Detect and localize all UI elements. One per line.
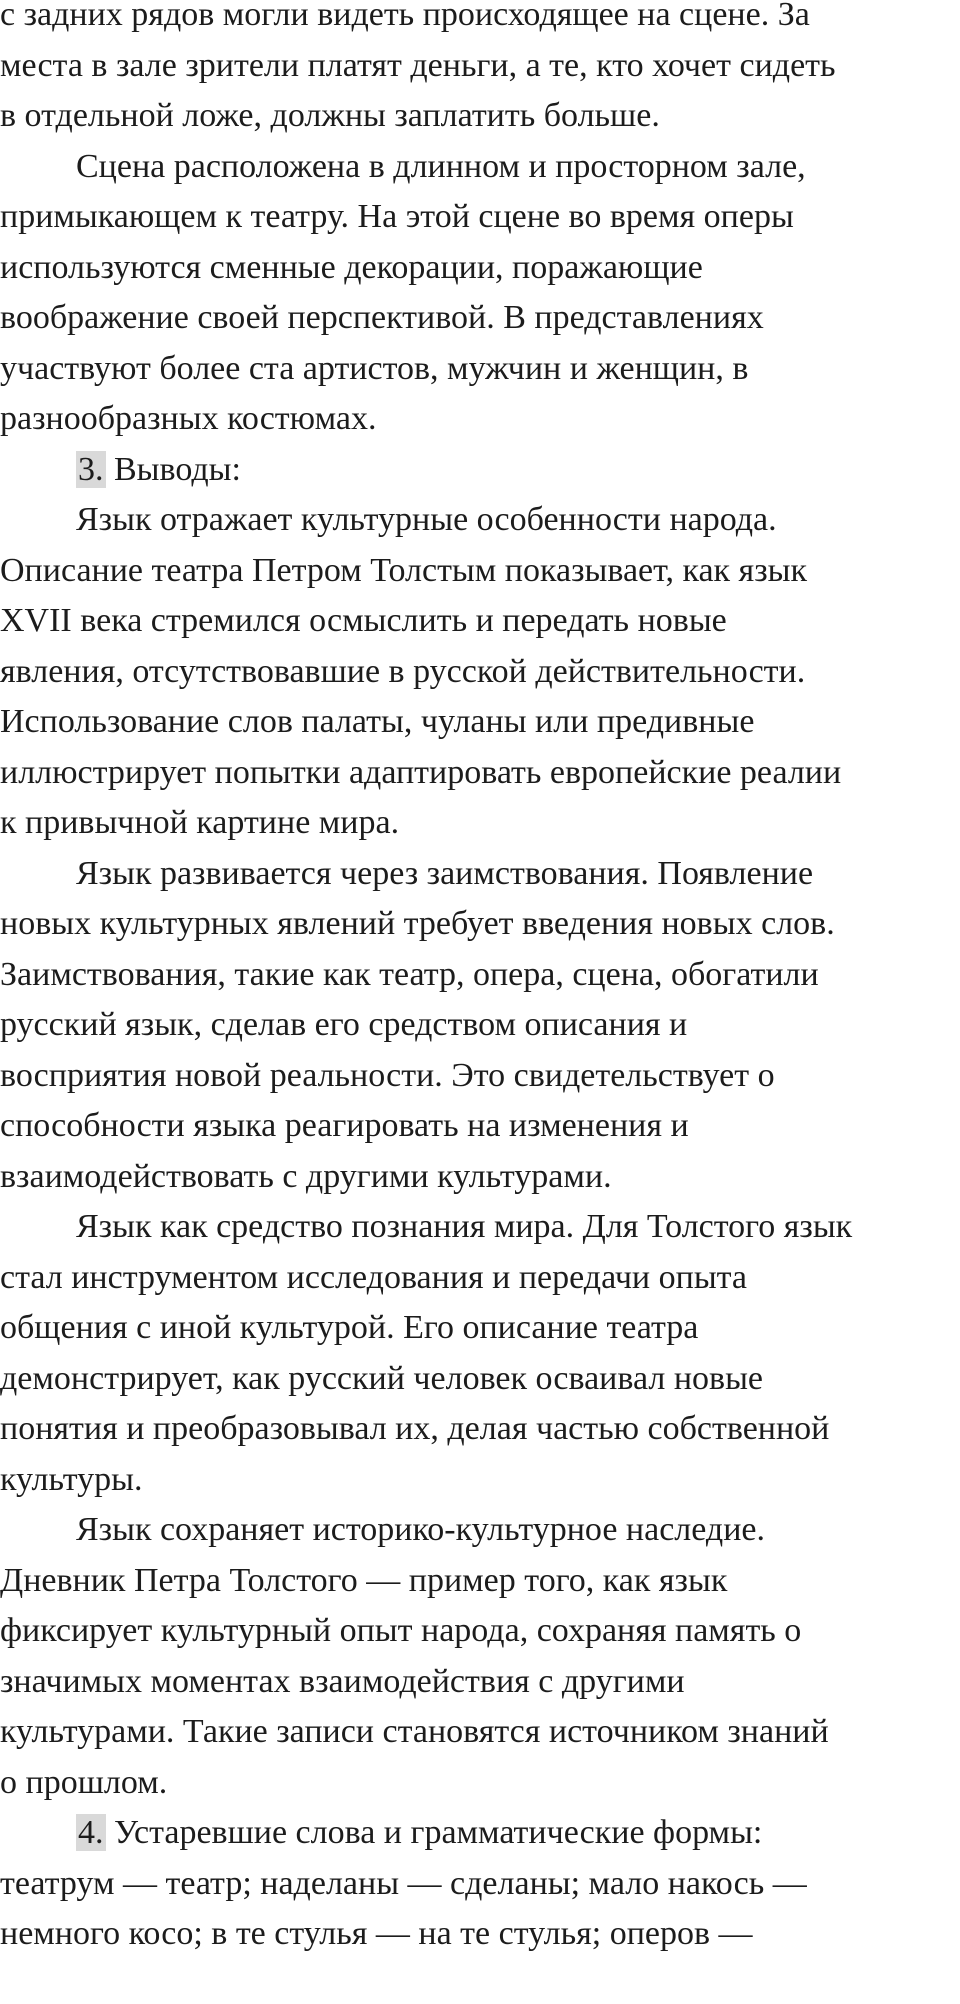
text-line: XVII века стремился осмыслить и передать новые: [0, 602, 727, 639]
section-number: 3.: [78, 450, 104, 488]
text-line: с задних рядов могли видеть происходящее на сцене. За: [0, 0, 810, 33]
text-line: значимых моментах взаимодействия с другими: [0, 1662, 685, 1700]
text-line: в отдельной ложе, должны заплатить больше.: [0, 97, 660, 134]
text-line: способности языка реагировать на изменения и: [0, 1107, 689, 1144]
text-line: разнообразных костюмах.: [0, 400, 377, 437]
text-line: культурами. Такие записи становятся источником знаний: [0, 1713, 829, 1750]
text-line: стал инструментом исследования и передачи опыта: [0, 1258, 748, 1296]
text-line: воображение своей перспективой. В представлениях: [0, 299, 764, 336]
text-line: примыкающем к театру. На этой сцене во время оперы: [0, 198, 794, 235]
text-line: к привычной картине мира.: [0, 804, 400, 841]
text-line: используются сменные декорации, поражающие: [0, 248, 703, 286]
section-heading: [0, 445, 960, 496]
text-line: явления, отсутствовавшие в русской действительности.: [0, 652, 806, 690]
text-line: русский язык, сделав его средством описания и: [0, 1006, 688, 1043]
text-line: места в зале зрители платят деньги, а те, кто хочет сидеть: [0, 46, 836, 84]
text-line: Дневник Петра Толстого — пример того, как язык: [0, 1561, 728, 1599]
text-line: Описание театра Петром Толстым показывает, как язык: [0, 551, 807, 589]
text-line: Заимствования, такие как театр, опера, сцена, обогатили: [0, 955, 819, 993]
text-line: новых культурных явлений требует введения новых слов.: [0, 905, 835, 942]
text-line: Язык отражает культурные особенности народа.: [76, 501, 777, 538]
text-line: Язык развивается через заимствования. Появление: [76, 854, 814, 892]
text-line: Использование слов палаты, чуланы или предивные: [0, 703, 755, 740]
text-line: взаимодействовать с другими культурами.: [0, 1157, 612, 1195]
text-line: Сцена расположена в длинном и просторном зале,: [76, 147, 806, 185]
text-line: Язык как средство познания мира. Для Толстого язык: [76, 1208, 853, 1245]
text-line: культуры.: [0, 1460, 143, 1498]
text-line: иллюстрирует попытки адаптировать европейские реалии: [0, 753, 842, 791]
text-line: восприятия новой реальности. Это свидетельствует о: [0, 1056, 775, 1094]
section-number: 4.: [78, 1814, 104, 1851]
text-line: демонстрирует, как русский человек осваивал новые: [0, 1359, 764, 1397]
text-line: понятия и преобразовывал их, делая частью собственной: [0, 1410, 830, 1447]
text-line: Язык сохраняет историко-культурное наследие.: [76, 1511, 765, 1548]
text-line: участвуют более ста артистов, мужчин и женщин, в: [0, 349, 749, 387]
text-line: немного косо; в те стулья — на те стулья; оперов —: [0, 1915, 753, 1952]
text-line: о прошлом.: [0, 1763, 168, 1801]
section-title: Устаревшие слова и грамматические формы:: [105, 1814, 763, 1851]
section-title: Выводы:: [105, 450, 241, 488]
text-line: фиксирует культурный опыт народа, сохраняя память о: [0, 1612, 802, 1649]
text-line: общения с иной культурой. Его описание театра: [0, 1309, 699, 1346]
section-heading: [0, 1808, 960, 1859]
text-line: театрум — театр; наделаны — сделаны; мало накось —: [0, 1864, 807, 1902]
